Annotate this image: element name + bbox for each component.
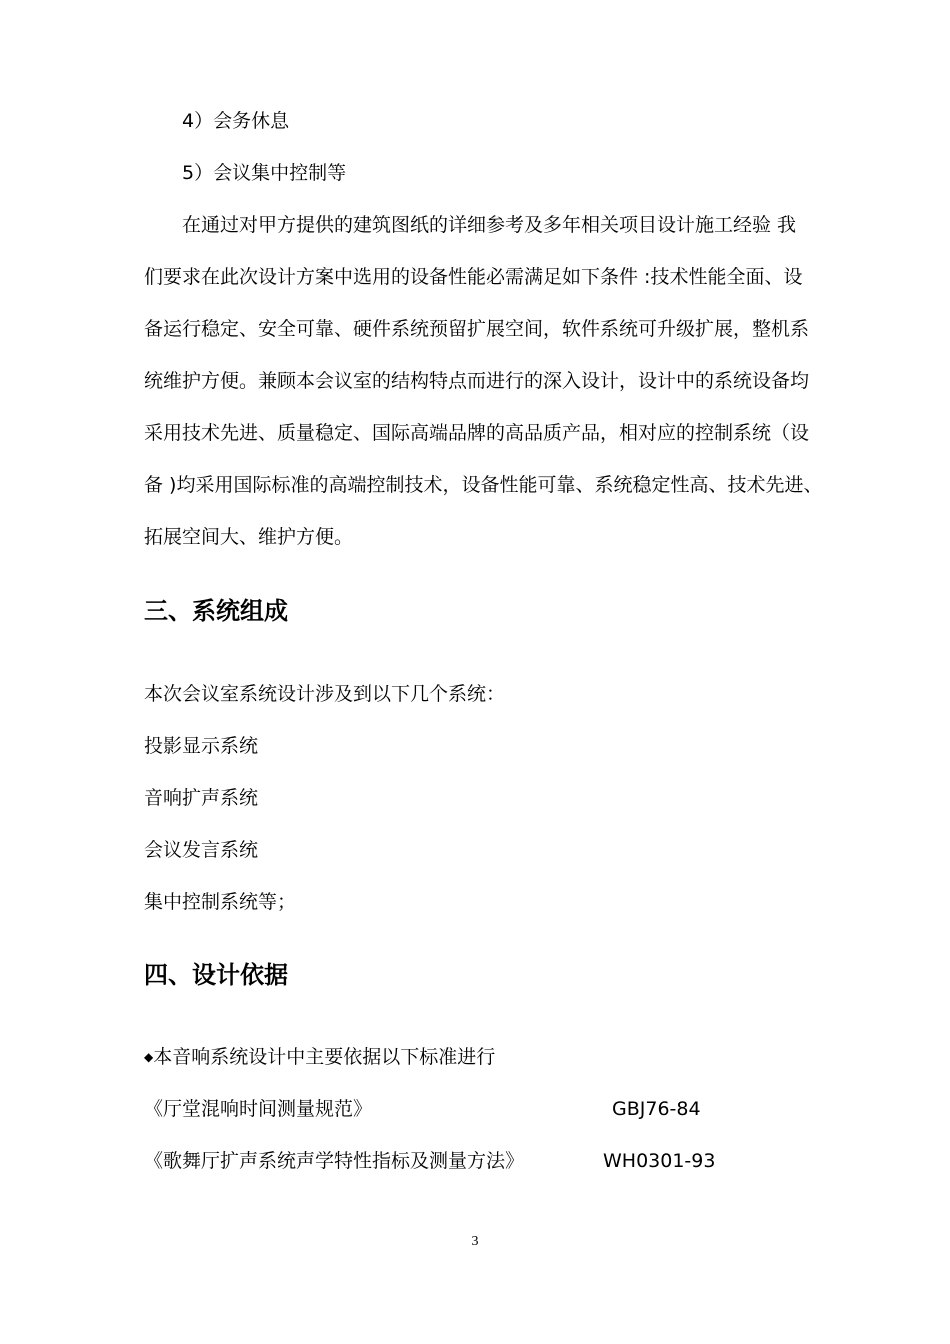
list-item-4: 4）会务休息 bbox=[182, 110, 290, 132]
section-heading-design-basis: 四、设计依据 bbox=[144, 961, 288, 989]
paragraph-line: 拓展空间大、维护方便。 bbox=[144, 526, 354, 548]
paragraph-line: 在通过对甲方提供的建筑图纸的详细参考及多年相关项目设计施工经验 我 bbox=[182, 214, 797, 236]
paragraph-line: 们要求在此次设计方案中选用的设备性能必需满足如下条件 :技术性能全面、设 bbox=[144, 266, 803, 288]
standard-code: GBJ76-84 bbox=[612, 1098, 701, 1120]
paragraph-line: 采用技术先进、质量稳定、国际高端品牌的高品质产品，相对应的控制系统（设 bbox=[144, 422, 810, 444]
paragraph-line: 备 )均采用国际标准的高端控制技术，设备性能可靠、系统稳定性高、技术先进、 bbox=[144, 474, 823, 496]
standard-code: WH0301-93 bbox=[603, 1150, 716, 1172]
standards-intro-text: 本音响系统设计中主要依据以下标准进行 bbox=[153, 1046, 496, 1068]
standard-name: 《歌舞厅扩声系统声学特性指标及测量方法》 bbox=[144, 1150, 525, 1172]
page-number: 3 bbox=[471, 1234, 479, 1249]
systems-intro: 本次会议室系统设计涉及到以下几个系统： bbox=[144, 683, 506, 705]
system-item-conference: 会议发言系统 bbox=[144, 839, 259, 861]
diamond-bullet-icon: ◆ bbox=[144, 1050, 154, 1064]
paragraph-line: 备运行稳定、安全可靠、硬件系统预留扩展空间，软件系统可升级扩展，整机系 bbox=[144, 318, 810, 340]
section-heading-system-composition: 三、系统组成 bbox=[144, 597, 288, 625]
system-item-sound: 音响扩声系统 bbox=[144, 787, 259, 809]
system-item-control: 集中控制系统等； bbox=[144, 891, 297, 913]
system-item-projection: 投影显示系统 bbox=[144, 735, 259, 757]
paragraph-line: 统维护方便。兼顾本会议室的结构特点而进行的深入设计，设计中的系统设备均 bbox=[144, 370, 810, 392]
standard-name: 《厅堂混响时间测量规范》 bbox=[144, 1098, 373, 1120]
list-item-5: 5）会议集中控制等 bbox=[182, 162, 347, 184]
standards-intro bbox=[144, 1043, 810, 1071]
